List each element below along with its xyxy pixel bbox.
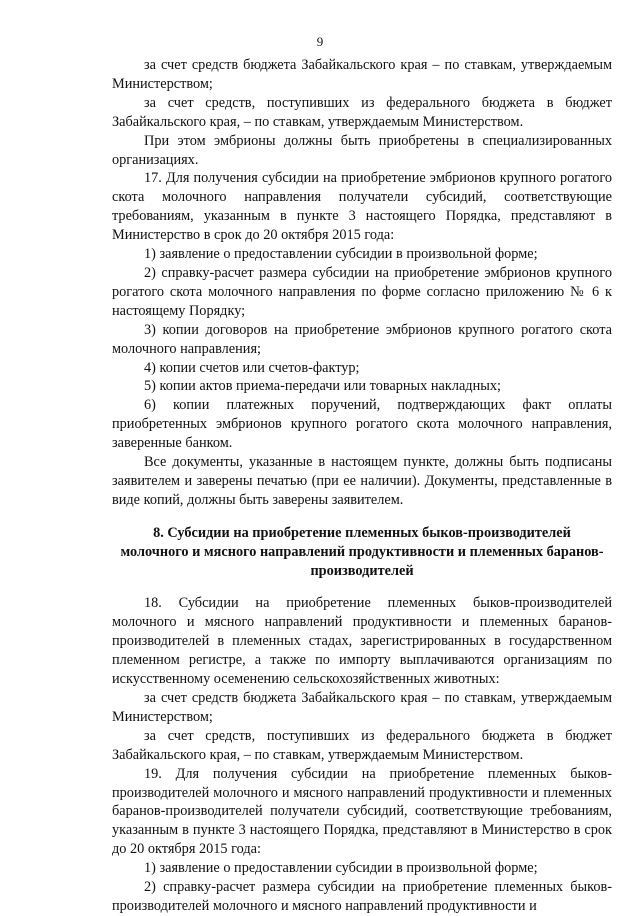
paragraph-item-19: 19. Для получения субсидии на приобретение племенных быков-производителей молочного и мясного направлений продуктивности и племенных баранов-производителей получатели субсидий, соответствующие требованиям, указанным в пункте 3 настоящего Порядка, представляют в Министерство в срок до 20 октября 2015 года:	[112, 765, 612, 858]
paragraph: за счет средств, поступивших из федерального бюджета в бюджет Забайкальского края, – по ставкам, утверждаемым Министерством.	[112, 727, 612, 763]
spacer	[112, 580, 612, 594]
list-item: 6) копии платежных поручений, подтверждающих факт оплаты приобретенных эмбрионов крупного рогатого скота молочного направления, заверенные банком.	[112, 397, 612, 452]
document-body	[112, 56, 612, 916]
list-item: 2) справку-расчет размера субсидии на приобретение племенных быков-производителей молочного и мясного направлений продуктивности и	[112, 879, 612, 914]
spacer	[112, 510, 612, 524]
section-heading: 8. Субсидии на приобретение племенных быков-производителей молочного и мясного направлений продуктивности и племенных баранов-производителей	[120, 524, 604, 579]
list-item: 4) копии счетов или счетов-фактур;	[144, 359, 360, 376]
paragraph: за счет средств, поступивших из федерального бюджета в бюджет Забайкальского края, – по ставкам, утверждаемым Министерством.	[112, 94, 612, 130]
list-item: 3) копии договоров на приобретение эмбрионов крупного рогатого скота молочного направления;	[112, 321, 612, 357]
paragraph: Все документы, указанные в настоящем пункте, должны быть подписаны заявителем и заверены печатью (при ее наличии). Документы, представленные в виде копий, должны быть заверены заявителем.	[112, 454, 612, 508]
paragraph: При этом эмбрионы должны быть приобретены в специализированных организациях.	[112, 132, 612, 168]
list-item: 1) заявление о предоставлении субсидии в произвольной форме;	[144, 860, 538, 877]
list-item: 2) справку-расчет размера субсидии на приобретение эмбрионов крупного рогатого скота молочного направления по форме согласно приложению № 6 к настоящему Порядку;	[112, 264, 612, 319]
paragraph: за счет средств бюджета Забайкальского края – по ставкам, утверждаемым Министерством;	[112, 57, 612, 92]
page-number: 9	[316, 34, 324, 49]
list-item: 5) копии актов приема-передачи или товарных накладных;	[144, 378, 501, 395]
paragraph-item-17: 17. Для получения субсидии на приобретение эмбрионов крупного рогатого скота молочного направления получатели субсидий, соответствующие требованиям, указанным в пункте 3 настоящего Порядка, представляют в Министерство в срок до 20 октября 2015 года:	[112, 170, 612, 244]
list-item: 1) заявление о предоставлении субсидии в произвольной форме;	[144, 246, 538, 263]
paragraph-item-18: 18. Субсидии на приобретение племенных быков-производителей молочного и мясного направлений продуктивности и племенных баранов-производителей в племенных стадах, зарегистрированных в государственном племенном регистре, а также по импорту выплачиваются организациям по искусственному осеменению сельскохозяйственных животных:	[112, 595, 612, 688]
paragraph: за счет средств бюджета Забайкальского края – по ставкам, утверждаемым Министерством;	[112, 690, 612, 725]
